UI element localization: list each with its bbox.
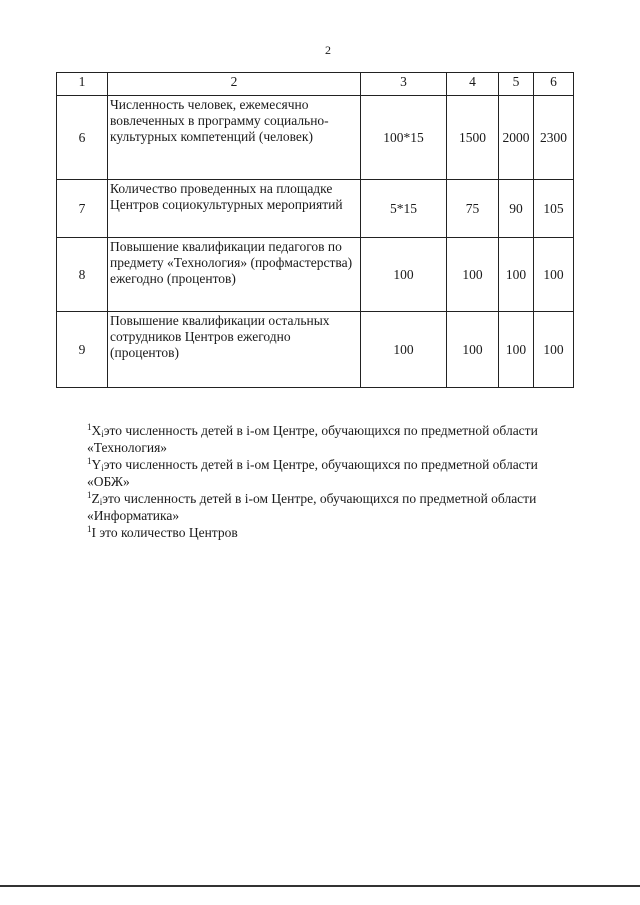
cell-col6: 100	[534, 238, 574, 312]
cell-col3: 100	[361, 238, 447, 312]
footnote-symbol: X	[91, 423, 102, 438]
footnote-symbol: Y	[91, 457, 102, 472]
footnote-x	[87, 422, 567, 456]
footnote-text: это численность детей в i-ом Центре, обучающихся по предметной области «Информатика»	[87, 491, 537, 523]
row-description: Численность человек, ежемесячно вовлеченных в программу социально-культурных компетенций (человек)	[108, 96, 361, 180]
row-description: Повышение квалификации педагогов по предмету «Технология» (профмастерства) ежегодно (процентов)	[108, 238, 361, 312]
row-number: 9	[57, 312, 108, 388]
footnote-symbol: Z	[91, 491, 100, 506]
cell-col5: 100	[499, 238, 534, 312]
footnote-z	[87, 490, 567, 524]
column-header: 1	[57, 73, 108, 96]
row-number: 7	[57, 180, 108, 238]
indicators-table	[56, 72, 574, 388]
cell-col5: 2000	[499, 96, 534, 180]
cell-col6: 105	[534, 180, 574, 238]
footnote-marker: 1	[87, 456, 92, 466]
footnote-marker: 1	[87, 524, 92, 534]
row-description: Количество проведенных на площадке Центров социокультурных мероприятий	[108, 180, 361, 238]
column-header: 6	[534, 73, 574, 96]
row-number: 6	[57, 96, 108, 180]
column-header: 4	[447, 73, 499, 96]
table-row	[57, 96, 574, 180]
bottom-divider	[0, 885, 640, 887]
footnote-text: это количество Центров	[96, 525, 238, 540]
footnote-subscript: i	[101, 463, 104, 473]
footnote-marker: 1	[87, 422, 92, 432]
footnote-symbol: I	[91, 525, 96, 540]
column-header: 2	[108, 73, 361, 96]
cell-col3: 100*15	[361, 96, 447, 180]
table-header-row	[57, 73, 574, 96]
footnote-y	[87, 456, 567, 490]
footnotes	[87, 422, 567, 541]
footnote-subscript: i	[99, 497, 103, 507]
table-row	[57, 238, 574, 312]
row-number: 8	[57, 238, 108, 312]
footnote-i	[87, 524, 567, 541]
cell-col3: 100	[361, 312, 447, 388]
table-row	[57, 180, 574, 238]
footnote-subscript: i	[101, 429, 104, 439]
footnote-text: это численность детей в i-ом Центре, обучающихся по предметной области «Технология»	[87, 423, 538, 455]
row-description: Повышение квалификации остальных сотрудников Центров ежегодно (процентов)	[108, 312, 361, 388]
cell-col5: 100	[499, 312, 534, 388]
column-header: 3	[361, 73, 447, 96]
cell-col6: 100	[534, 312, 574, 388]
cell-col6: 2300	[534, 96, 574, 180]
cell-col4: 100	[447, 238, 499, 312]
cell-col4: 75	[447, 180, 499, 238]
cell-col4: 1500	[447, 96, 499, 180]
table-row	[57, 312, 574, 388]
footnote-marker: 1	[87, 490, 92, 500]
column-header: 5	[499, 73, 534, 96]
footnote-text: это численность детей в i-ом Центре, обучающихся по предметной области «ОБЖ»	[87, 457, 538, 489]
page-number: 2	[325, 43, 331, 57]
cell-col3: 5*15	[361, 180, 447, 238]
cell-col5: 90	[499, 180, 534, 238]
cell-col4: 100	[447, 312, 499, 388]
